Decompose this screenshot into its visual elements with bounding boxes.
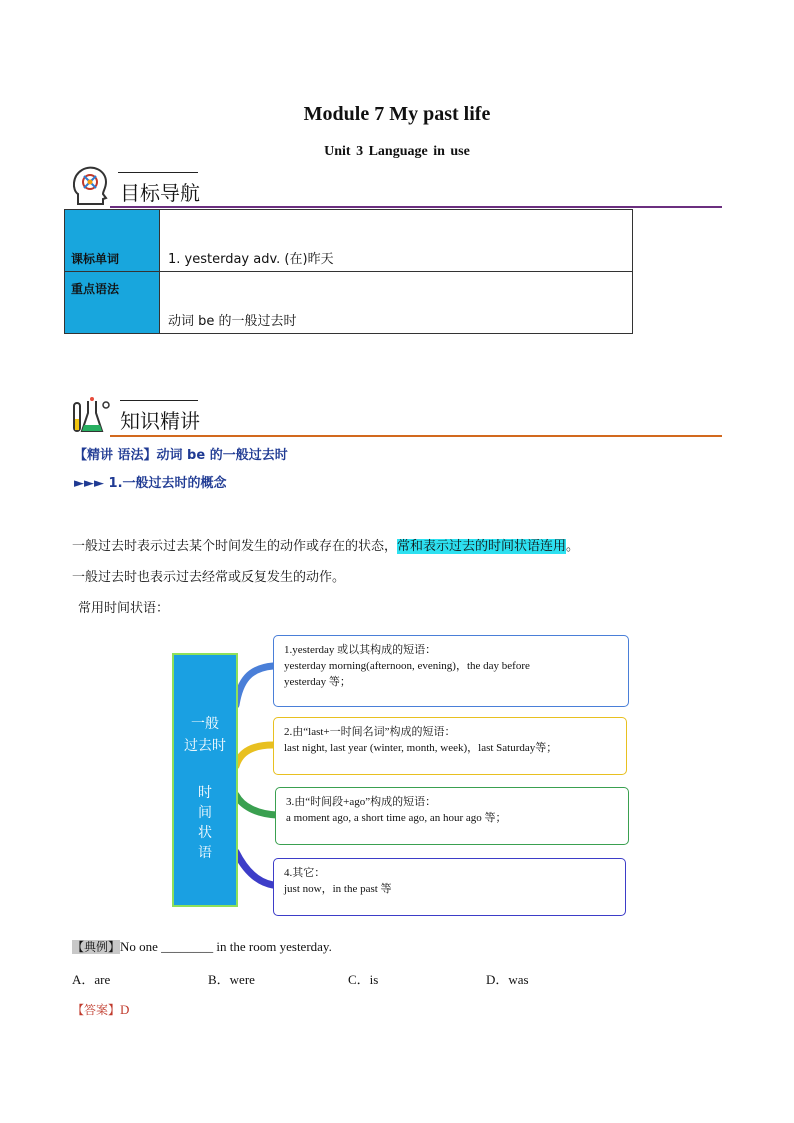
page-subtitle: Unit 3 Language in use	[324, 144, 470, 159]
category-box-yesterday: 1.yesterday 或以其构成的短语： yesterday morning(afternoon, evening)，the day before yesterday 等；	[273, 635, 629, 707]
category-box-last: 2.由“last+一时间名词”构成的短语： last night, last year (winter, month, week)，last Saturday等；	[273, 717, 627, 775]
option-d: D．was	[486, 972, 529, 987]
center-title: 一般 过去时	[184, 716, 226, 754]
adverbials-label: 常用时间状语：	[78, 601, 170, 616]
question-text: No one ________ in the room yesterday.	[120, 939, 332, 954]
section-heading-goals: 目标导航	[120, 181, 200, 205]
section-heading-knowledge: 知识精讲	[120, 409, 200, 433]
grammar-subtitle: ►►► 1.一般过去时的概念	[74, 476, 227, 491]
concept-end: 。	[566, 539, 580, 554]
answer-value: D	[120, 1002, 130, 1017]
highlighted-text: 常和表示过去的时间状语连用	[397, 539, 567, 554]
diagram-center-box	[172, 653, 238, 907]
option-c: C．is	[348, 972, 379, 987]
row-value: 动词 be 的一般过去时	[160, 272, 633, 334]
answer-line	[72, 1001, 129, 1018]
example-question	[72, 938, 332, 955]
usage-paragraph: 一般过去时也表示过去经常或反复发生的动作。	[72, 570, 346, 585]
category-box-ago: 3.由“时间段+ago”构成的短语： a moment ago, a short time ago, an hour ago 等；	[275, 787, 629, 845]
grammar-title: 【精讲 语法】动词 be 的一般过去时	[74, 448, 288, 463]
answer-tag: 【答案】	[72, 1003, 121, 1017]
row-label: 课标单词	[65, 210, 160, 272]
row-value: 1. yesterday adv. (在)昨天	[160, 210, 633, 272]
category-box-other: 4.其它： just now，in the past 等	[273, 858, 626, 916]
row-label: 重点语法	[65, 272, 160, 334]
concept-text: 一般过去时表示过去某个时间发生的动作或存在的状态，	[72, 539, 398, 554]
option-b: B．were	[208, 972, 255, 987]
center-subtitle: 时 间 状 语	[198, 785, 212, 861]
option-a: A．are	[72, 972, 111, 987]
example-tag: 【典例】	[72, 940, 121, 954]
page-title: Module 7 My past life	[303, 103, 491, 125]
